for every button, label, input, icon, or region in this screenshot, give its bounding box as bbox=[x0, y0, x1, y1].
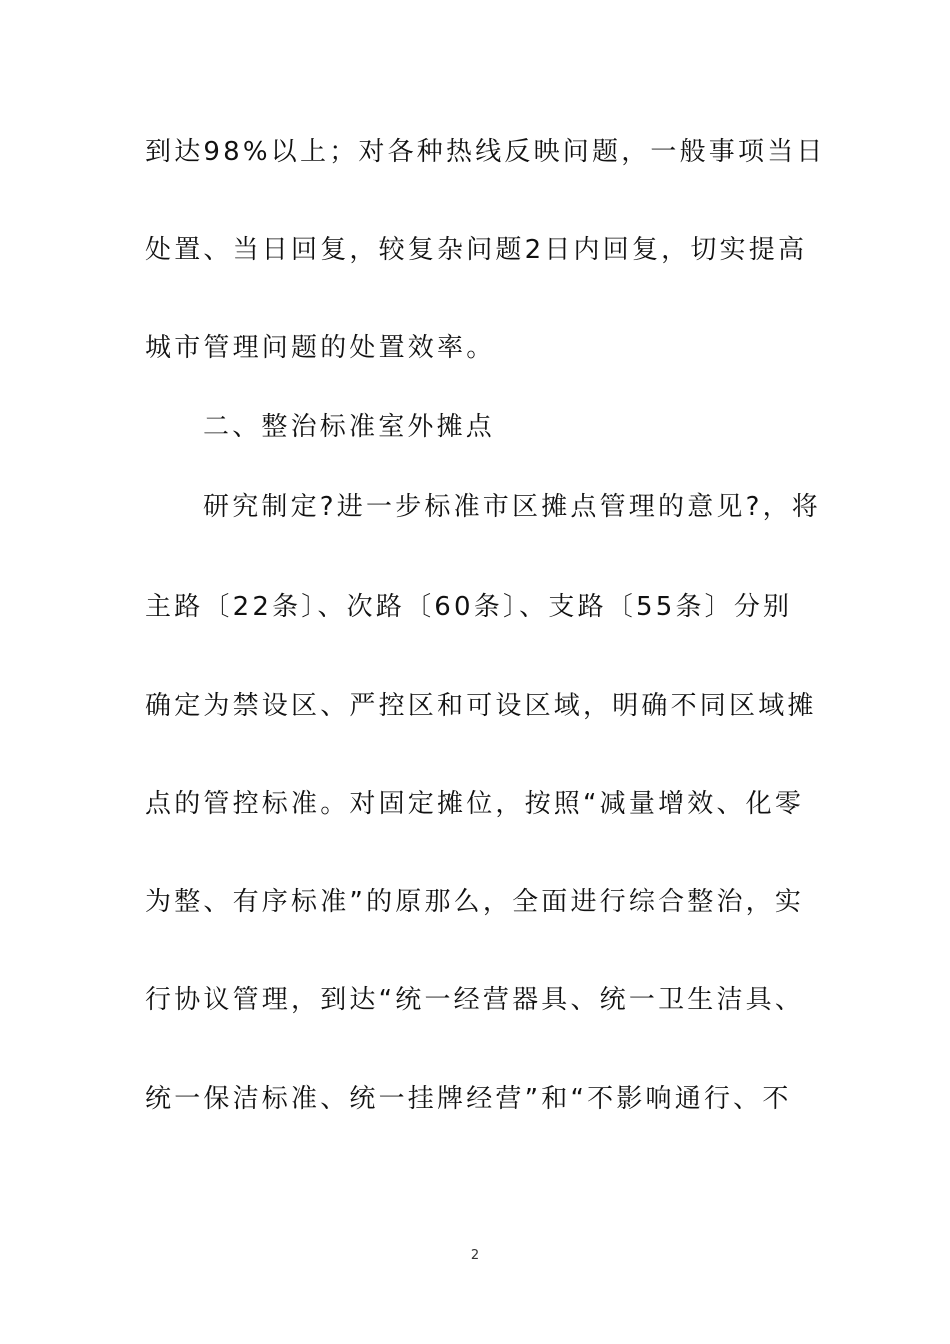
body-text-line: 确定为禁设区、严控区和可设区域，明确不同区域摊 bbox=[145, 691, 817, 721]
body-text-line: 为整、有序标准”的原那么，全面进行综合整治，实 bbox=[145, 887, 805, 917]
page-number: 2 bbox=[470, 1248, 480, 1263]
section-heading: 二、整治标准室外摊点 bbox=[203, 412, 496, 442]
body-text-line: 处置、当日回复，较复杂问题2日内回复，切实提高 bbox=[145, 235, 808, 265]
body-text-line: 主路〔22条〕、次路〔60条〕、支路〔55条〕分别 bbox=[145, 592, 793, 622]
body-text-line: 研究制定?进一步标准市区摊点管理的意见?，将 bbox=[203, 492, 822, 522]
body-text-line: 行协议管理，到达“统一经营器具、统一卫生洁具、 bbox=[145, 985, 805, 1015]
body-text-line: 统一保洁标准、统一挂牌经营”和“不影响通行、不 bbox=[145, 1084, 792, 1114]
body-text-line: 到达98%以上；对各种热线反映问题，一般事项当日 bbox=[145, 137, 826, 167]
body-text-line: 城市管理问题的处置效率。 bbox=[145, 333, 496, 363]
body-text-line: 点的管控标准。对固定摊位，按照“减量增效、化零 bbox=[145, 789, 805, 819]
